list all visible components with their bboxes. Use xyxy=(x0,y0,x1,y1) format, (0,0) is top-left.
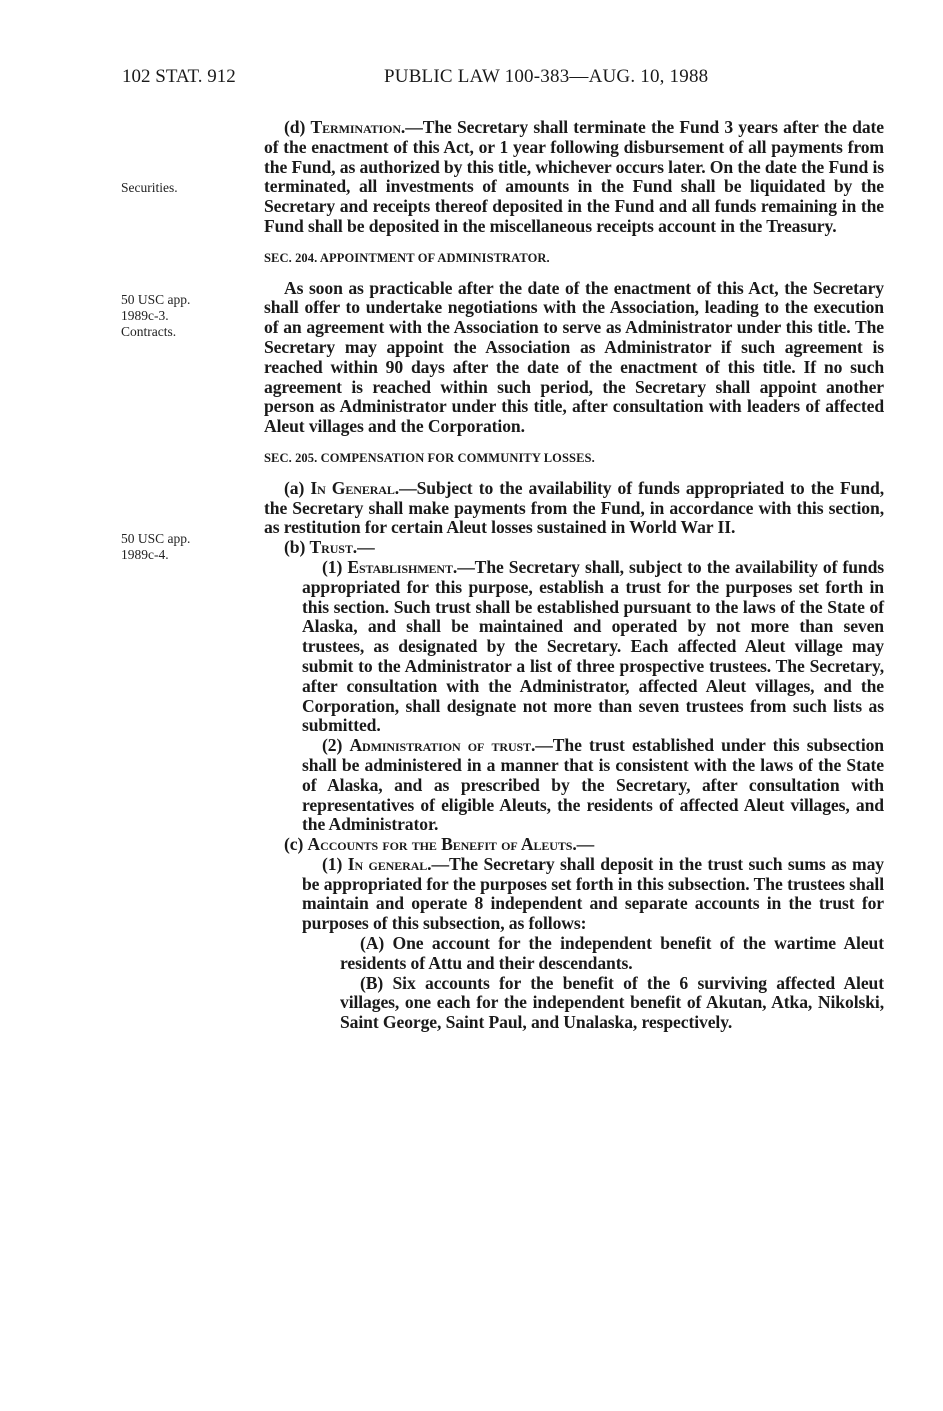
margin-note-securities xyxy=(121,180,231,196)
margin-note-line: Securities. xyxy=(121,180,178,195)
subsection-text: — xyxy=(357,537,375,558)
subsection-label: (a) xyxy=(284,477,311,498)
subsection-heading: In General. xyxy=(310,477,400,498)
paragraph-label: (1) xyxy=(322,853,348,874)
paragraph-label: (2) xyxy=(322,735,350,756)
subsection-b-trust xyxy=(264,538,884,558)
section-204-text: As soon as practicable after the date of the enactment of this Act, the Secretary shall offer to undertake negotiations with the Association, leading to the execution of an agreement with the Association to serve as Administrator under this title. The Secretary may appoint the Association as Administrator if such agreement is reached within 90 days after the date of the enactment of this title. If no such agreement is reached within such period, the Secretary shall appoint another person as Administrator under this title, after consultation with leaders of affected Aleut villages and the Corporation. xyxy=(264,277,884,437)
subsection-d-termination xyxy=(264,118,884,237)
subsection-label: (b) xyxy=(284,537,310,558)
statute-page-number: 102 STAT. 912 xyxy=(122,66,236,87)
margin-note-line: 50 USC app. xyxy=(121,531,191,546)
margin-note-sec-205 xyxy=(121,531,231,563)
subsection-label: (d) xyxy=(284,117,311,137)
margin-note-line: Contracts. xyxy=(121,324,177,339)
subsection-text: — xyxy=(576,834,595,855)
margin-note-line: 50 USC app. xyxy=(121,292,191,307)
public-law-title: PUBLIC LAW 100-383—AUG. 10, 1988 xyxy=(384,66,709,87)
paragraph-heading: In general. xyxy=(347,853,432,874)
subsection-text: —The Secretary shall terminate the Fund 3 years after the date of the enactment of this Act, or 1 year following disbursement of all payments from the Fund, as authorized by this title, whichever occurs later. On the date the Fund is terminated, all investments of amounts in the Fund shall be liquidated by the Secretary and receipts thereof deposited in the Fund and all funds remaining in the Fund shall be deposited in the miscellaneous receipts account in the Treasury. xyxy=(264,117,884,236)
margin-note-sec-204 xyxy=(121,292,231,340)
subsection-heading: Accounts for the Benefit of Aleuts. xyxy=(307,834,577,855)
statute-body xyxy=(264,118,884,1033)
subsection-label: (c) xyxy=(284,834,308,855)
paragraph-heading: Administration of trust. xyxy=(349,735,536,756)
paragraph-b1-establishment xyxy=(264,558,884,736)
paragraph-heading: Establishment. xyxy=(347,556,458,577)
margin-note-line: 1989c-4. xyxy=(121,547,169,562)
subsection-heading: Trust. xyxy=(309,537,358,558)
paragraph-text: —The Secretary shall, subject to the availability of funds appropriated for this purpose, establish a trust for the purposes set forth in this section. Such trust shall be established pursuant to the laws of the State of Alaska, and shall be maintained and operated by not more than seven trustees, as designated by the Secretary. Each affected Aleut village may submit to the Administrator a list of three prospective trustees. The Secretary, after consultation with the Administrator, affected Aleut villages, and the Corporation, shall designate not more than seven trustees from such lists as submitted. xyxy=(302,556,885,736)
margin-note-line: 1989c-3. xyxy=(121,308,169,323)
paragraph-text: —The trust established under this subsection shall be administered in a manner that is consistent with the laws of the State of Alaska, and as prescribed by the Secretary, after consultation with representatives of eligible Aleuts, the residents of affected Aleut villages, and the Administrator. xyxy=(302,735,884,835)
subsection-text: —Subject to the availability of funds appropriated to the Fund, the Secretary shall make payments from the Fund, in accordance with this section, as restitution for certain Aleut losses sustained in World War II. xyxy=(264,477,884,538)
paragraph-label: (1) xyxy=(322,556,348,577)
section-204-heading: SEC. 204. APPOINTMENT OF ADMINISTRATOR. xyxy=(264,250,550,265)
subsection-c-accounts xyxy=(264,835,884,855)
page-header xyxy=(0,66,943,92)
subsection-heading: Termination. xyxy=(310,117,406,137)
subparagraph-c1-b: (B) Six accounts for the benefit of the 6 surviving affected Aleut villages, one each for the independent benefit of Akutan, Atka, Nikolski, Saint George, Saint Paul, and Unalaska, respectively. xyxy=(340,972,884,1033)
section-205-heading: SEC. 205. COMPENSATION FOR COMMUNITY LOSSES. xyxy=(264,450,595,465)
paragraph-b2-administration xyxy=(264,736,884,835)
paragraph-c1-in-general xyxy=(264,855,884,934)
paragraph-text: —The Secretary shall deposit in the trust such sums as may be appropriated for the purposes set forth in this subsection. The trustees shall maintain and operate 8 independent and separate accounts in the trust for purposes of this subsection, as follows: xyxy=(302,853,884,934)
subsection-a-in-general xyxy=(264,479,884,538)
subparagraph-c1-a: (A) One account for the independent benefit of the wartime Aleut residents of Attu and their descendants. xyxy=(340,933,884,973)
